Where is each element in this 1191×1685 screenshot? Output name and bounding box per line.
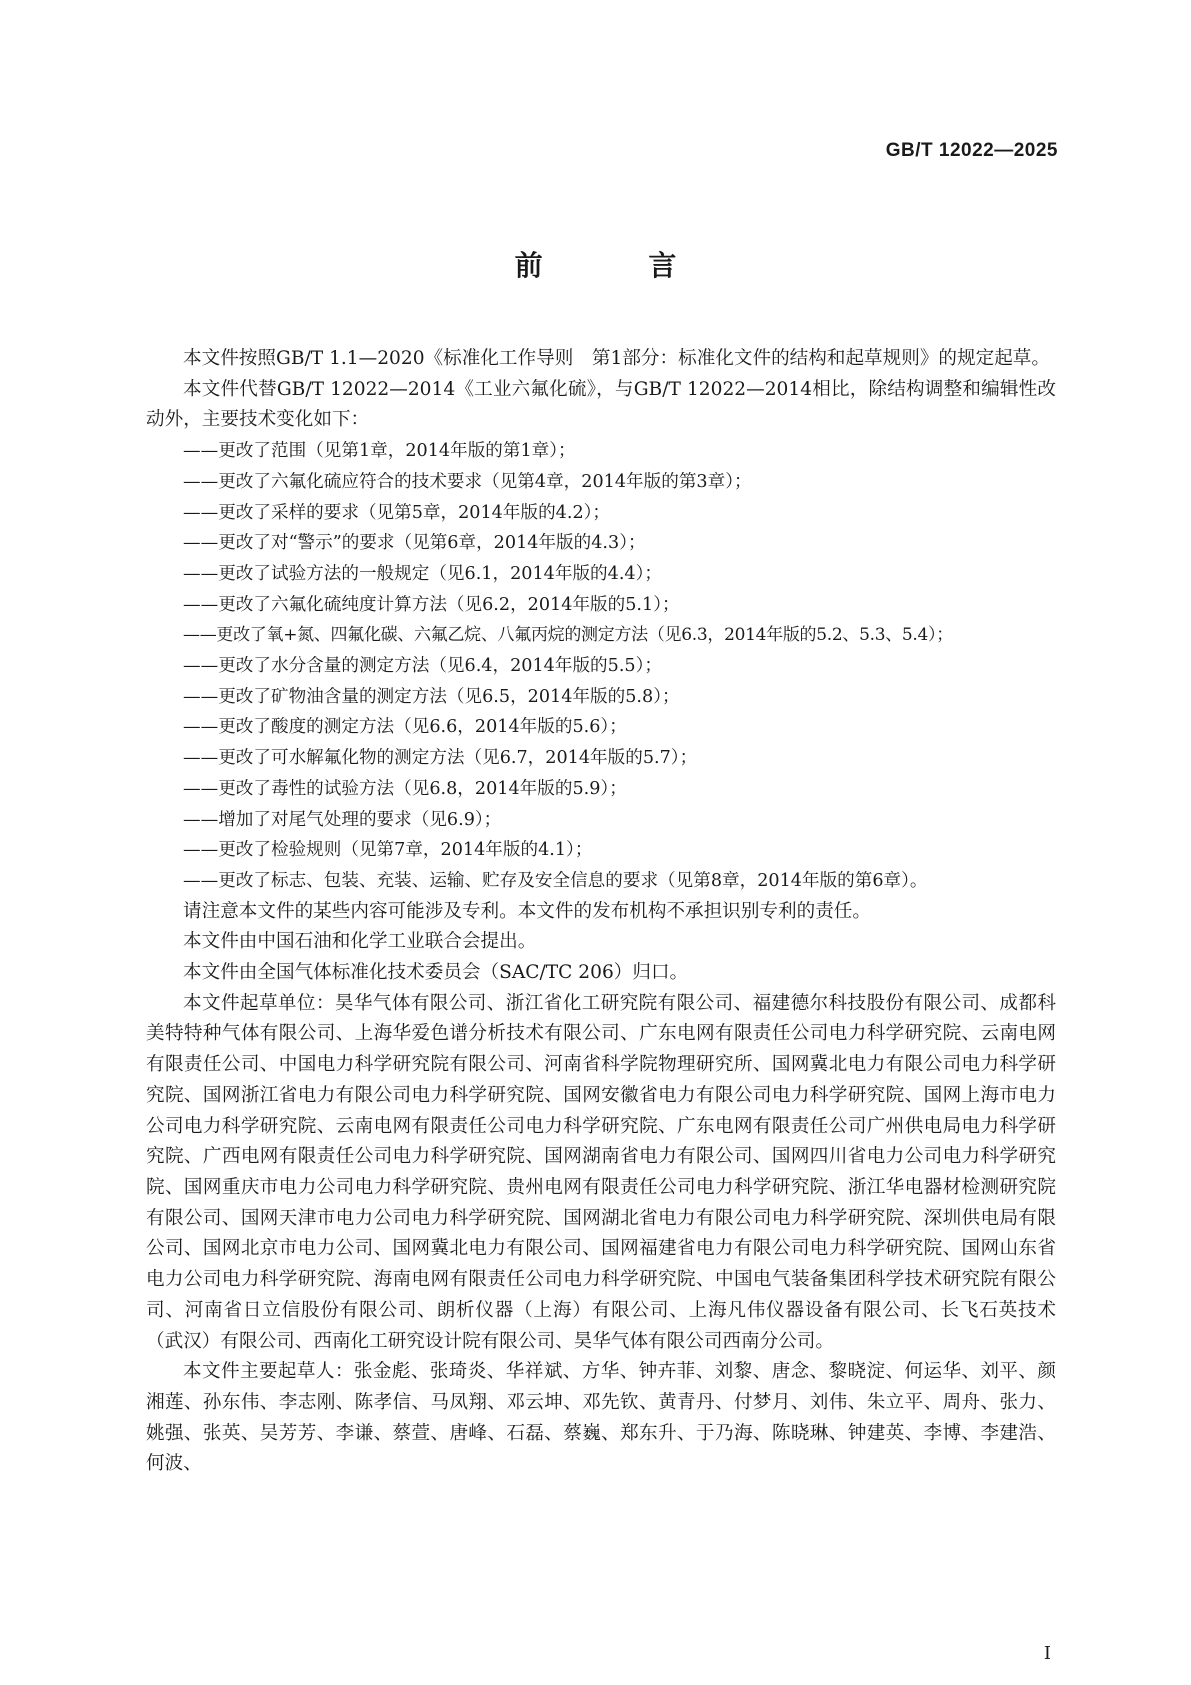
proposed-by: 本文件由中国石油和化学工业联合会提出。 xyxy=(183,931,537,953)
standard-number: GB/T 12022—2025 xyxy=(885,140,1058,161)
centralized-by: 本文件由全国气体标准化技术委员会（SAC/TC 206）归口。 xyxy=(183,962,689,984)
paragraph-drafting-basis: 本文件按照GB/T 1.1—2020《标准化工作导则 第1部分：标准化文件的结构和起草规则》的规定起草。 xyxy=(183,348,1050,369)
change-item: ——更改了对“警示”的要求（见第6章，2014年版的4.3）； xyxy=(183,533,646,554)
change-item: ——增加了对尾气处理的要求（见6.9）； xyxy=(183,809,502,830)
drafting-units: 本文件起草单位：昊华气体有限公司、浙江省化工研究院有限公司、福建德尔科技股份有限公司、成都科美特特种气体有限公司、上海华爱色谱分析技术有限公司、广东电网有限责任公司电力科学研究院、云南电网有限责任公司、中国电力科学研究院有限公司、河南省科学院物理研究所、国网冀北电力有限公司电力科学研究院、国网浙江省电力有限公司电力科学研究院、国网安徽省电力有限公司电力科学研究院、国网上海市电力公司电力科学研究院、云南电网有限责任公司电力科学研究院、广东电网有限责任公司广州供电局电力科学研究院、广西电网有限责任公司电力科学研究院、国网湖南省电力有限公司、国网四川省电力公司电力科学研究院、国网重庆市电力公司电力科学研究院、贵州电网有限责任公司电力科学研究院、浙江华电器材检测研究院有限公司、国网天津市电力公司电力科学研究院、国网湖北省电力有限公司电力科学研究院、深圳供电局有限公司、国网北京市电力公司、国网冀北电力有限公司、国网福建省电力有限公司电力科学研究院、国网山东省电力公司电力科学研究院、海南电网有限责任公司电力科学研究院、中国电气装备集团科学技术研究院有限公司、河南省日立信股份有限公司、朗析仪器（上海）有限公司、上海凡伟仪器设备有限公司、长飞石英技术（武汉）有限公司、西南化工研究设计院有限公司、昊华气体有限公司西南分公司。 xyxy=(146,992,1056,1352)
page-title-text: 前 言 xyxy=(514,249,725,282)
main-drafters: 本文件主要起草人：张金彪、张琦炎、华祥斌、方华、钟卉菲、刘黎、唐念、黎晓淀、何运华、刘平、颜湘莲、孙东伟、李志刚、陈孝信、马凤翔、邓云坤、邓先钦、黄青丹、付梦月、刘伟、朱立平、周舟、张力、姚强、张英、吴芳芳、李谦、蔡萱、唐峰、石磊、蔡巍、郑东升、于乃海、陈晓琳、钟建英、李博、李建浩、何波、 xyxy=(146,1361,1056,1475)
change-item: ——更改了试验方法的一般规定（见6.1，2014年版的4.4）； xyxy=(183,563,662,584)
change-item: ——更改了采样的要求（见第5章，2014年版的4.2）； xyxy=(183,502,611,523)
change-item: ——更改了六氟化硫纯度计算方法（见6.2，2014年版的5.1）； xyxy=(183,594,680,615)
change-item: ——更改了酸度的测定方法（见6.6，2014年版的5.6）； xyxy=(183,717,627,738)
change-item: ——更改了范围（见第1章，2014年版的第1章）； xyxy=(183,441,576,462)
change-item: ——更改了标志、包装、充装、运输、贮存及安全信息的要求（见第8章，2014年版的第6章）。 xyxy=(183,870,928,891)
change-item: ——更改了矿物油含量的测定方法（见6.5，2014年版的5.8）； xyxy=(183,686,680,707)
change-item: ——更改了检验规则（见第7章，2014年版的4.1）； xyxy=(183,840,593,861)
change-item: ——更改了六氟化硫应符合的技术要求（见第4章，2014年版的第3章）； xyxy=(183,471,752,492)
change-item: ——更改了水分含量的测定方法（见6.4，2014年版的5.5）； xyxy=(183,656,662,677)
change-item: ——更改了可水解氟化物的测定方法（见6.7，2014年版的5.7）； xyxy=(183,748,698,769)
change-item: ——更改了毒性的试验方法（见6.8，2014年版的5.9）； xyxy=(183,778,627,799)
document-body xyxy=(146,344,1056,1480)
changes-list xyxy=(146,436,1056,897)
page-title xyxy=(0,244,1191,284)
paragraph-replacement: 本文件代替GB/T 12022—2014《工业六氟化硫》，与GB/T 12022—2014相比，除结构调整和编辑性改动外，主要技术变化如下： xyxy=(146,378,1056,431)
page-number: I xyxy=(1043,1643,1051,1664)
change-item: ——更改了氧+氮、四氟化碳、六氟乙烷、八氟丙烷的测定方法（见6.3，2014年版的5.2、5.3、5.4）； xyxy=(183,625,953,646)
patent-notice: 请注意本文件的某些内容可能涉及专利。本文件的发布机构不承担识别专利的责任。 xyxy=(183,900,871,922)
